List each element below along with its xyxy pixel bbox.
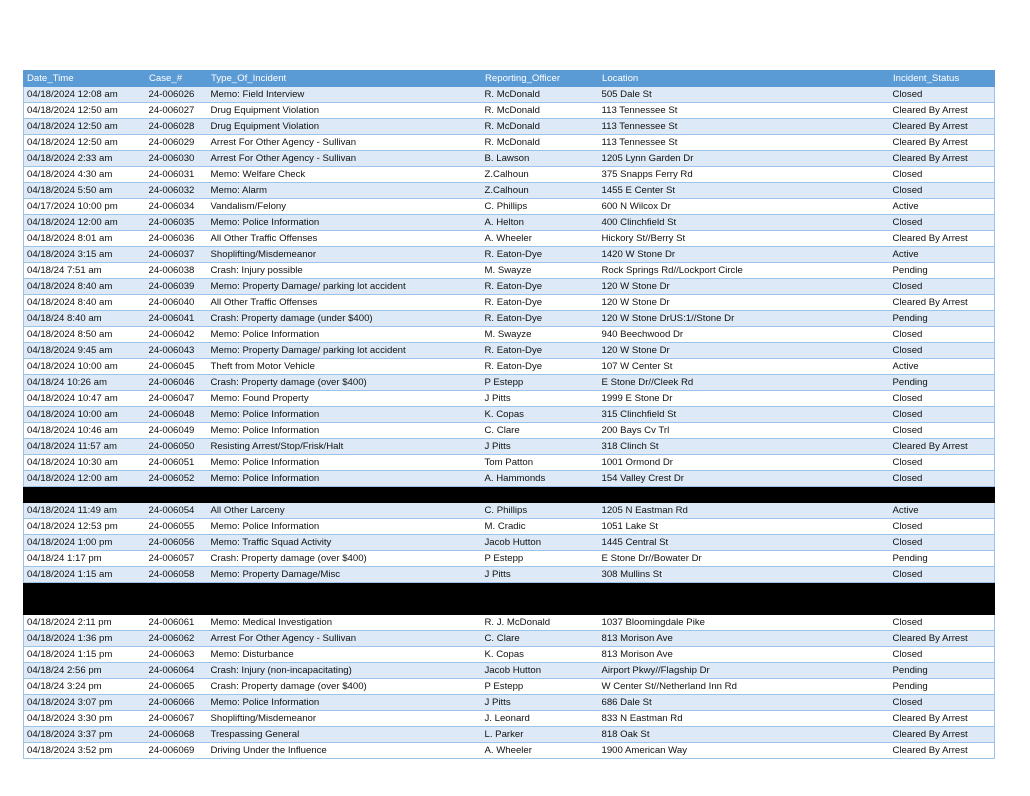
cell-date-time: 04/18/2024 12:50 am [24, 119, 146, 135]
cell-type-of-incident: Memo: Police Information [208, 407, 482, 423]
table-row [24, 375, 995, 391]
cell-reporting-officer: Jacob Hutton [482, 535, 599, 551]
cell-case-number: 24-006067 [146, 711, 208, 727]
cell-reporting-officer: P Estepp [482, 375, 599, 391]
cell-case-number: 24-006048 [146, 407, 208, 423]
cell-location: Rock Springs Rd//Lockport Circle [599, 263, 890, 279]
column-header-type-of-incident: Type_Of_Incident [208, 71, 482, 87]
cell-incident-status: Closed [890, 327, 995, 343]
table-row [24, 695, 995, 711]
cell-incident-status: Closed [890, 423, 995, 439]
cell-reporting-officer: Z.Calhoun [482, 167, 599, 183]
table-row [24, 87, 995, 103]
table-row [24, 551, 995, 567]
table-row [24, 743, 995, 759]
cell-incident-status: Pending [890, 263, 995, 279]
cell-location: 1455 E Center St [599, 183, 890, 199]
cell-reporting-officer: J. Leonard [482, 711, 599, 727]
table-body [24, 87, 995, 759]
cell-case-number: 24-006050 [146, 439, 208, 455]
cell-incident-status: Closed [890, 343, 995, 359]
cell-incident-status: Closed [890, 647, 995, 663]
cell-type-of-incident: Memo: Police Information [208, 455, 482, 471]
cell-case-number: 24-006043 [146, 343, 208, 359]
cell-type-of-incident: Memo: Police Information [208, 423, 482, 439]
cell-date-time: 04/18/2024 10:00 am [24, 359, 146, 375]
cell-type-of-incident: All Other Larceny [208, 503, 482, 519]
cell-reporting-officer: J Pitts [482, 391, 599, 407]
cell-incident-status: Closed [890, 615, 995, 631]
cell-location: 600 N Wilcox Dr [599, 199, 890, 215]
cell-incident-status: Cleared By Arrest [890, 295, 995, 311]
cell-date-time: 04/18/2024 3:07 pm [24, 695, 146, 711]
cell-location: 318 Clinch St [599, 439, 890, 455]
column-header-incident-status: Incident_Status [890, 71, 995, 87]
cell-date-time: 04/18/24 2:56 pm [24, 663, 146, 679]
cell-date-time: 04/18/2024 12:50 am [24, 135, 146, 151]
table-row [24, 711, 995, 727]
cell-location: 308 Mullins St [599, 567, 890, 583]
header-row [24, 71, 995, 87]
cell-location: 940 Beechwood Dr [599, 327, 890, 343]
cell-incident-status: Cleared By Arrest [890, 231, 995, 247]
table-header [24, 71, 995, 87]
cell-incident-status: Active [890, 247, 995, 263]
cell-incident-status: Closed [890, 215, 995, 231]
table-row [24, 119, 995, 135]
cell-location: 1205 N Eastman Rd [599, 503, 890, 519]
cell-type-of-incident: Shoplifting/Misdemeanor [208, 247, 482, 263]
cell-type-of-incident: Memo: Police Information [208, 215, 482, 231]
table-row [24, 311, 995, 327]
cell-reporting-officer: R. McDonald [482, 119, 599, 135]
table-row [24, 663, 995, 679]
cell-date-time: 04/18/2024 3:15 am [24, 247, 146, 263]
cell-incident-status: Pending [890, 311, 995, 327]
cell-type-of-incident: Memo: Police Information [208, 471, 482, 487]
table-row [24, 519, 995, 535]
cell-location: 1051 Lake St [599, 519, 890, 535]
cell-date-time: 04/18/2024 12:53 pm [24, 519, 146, 535]
cell-reporting-officer: J Pitts [482, 695, 599, 711]
cell-reporting-officer: M. Swayze [482, 263, 599, 279]
table-row [24, 167, 995, 183]
cell-date-time: 04/18/2024 10:46 am [24, 423, 146, 439]
cell-date-time: 04/18/2024 10:47 am [24, 391, 146, 407]
column-header-reporting-officer: Reporting_Officer [482, 71, 599, 87]
cell-reporting-officer: R. Eaton-Dye [482, 343, 599, 359]
cell-type-of-incident: Memo: Police Information [208, 519, 482, 535]
cell-incident-status: Cleared By Arrest [890, 743, 995, 759]
cell-case-number: 24-006061 [146, 615, 208, 631]
cell-incident-status: Cleared By Arrest [890, 631, 995, 647]
table-row [24, 439, 995, 455]
cell-reporting-officer: P Estepp [482, 679, 599, 695]
cell-location: E Stone Dr//Bowater Dr [599, 551, 890, 567]
cell-case-number: 24-006028 [146, 119, 208, 135]
cell-location: 813 Morison Ave [599, 631, 890, 647]
cell-date-time: 04/18/24 8:40 am [24, 311, 146, 327]
cell-date-time: 04/18/2024 1:36 pm [24, 631, 146, 647]
cell-type-of-incident: All Other Traffic Offenses [208, 231, 482, 247]
cell-date-time: 04/18/2024 2:33 am [24, 151, 146, 167]
cell-location: 686 Dale St [599, 695, 890, 711]
cell-location: 154 Valley Crest Dr [599, 471, 890, 487]
cell-reporting-officer: K. Copas [482, 407, 599, 423]
cell-case-number: 24-006032 [146, 183, 208, 199]
cell-reporting-officer: Tom Patton [482, 455, 599, 471]
cell-reporting-officer: R. Eaton-Dye [482, 247, 599, 263]
cell-date-time: 04/18/2024 5:50 am [24, 183, 146, 199]
cell-case-number: 24-006040 [146, 295, 208, 311]
cell-date-time: 04/18/2024 8:01 am [24, 231, 146, 247]
cell-case-number: 24-006031 [146, 167, 208, 183]
cell-incident-status: Closed [890, 87, 995, 103]
cell-type-of-incident: Crash: Property damage (over $400) [208, 551, 482, 567]
cell-incident-status: Pending [890, 663, 995, 679]
cell-case-number: 24-006039 [146, 279, 208, 295]
cell-type-of-incident: Memo: Police Information [208, 327, 482, 343]
cell-type-of-incident: Memo: Medical Investigation [208, 615, 482, 631]
cell-date-time: 04/18/2024 10:00 am [24, 407, 146, 423]
cell-location: 813 Morison Ave [599, 647, 890, 663]
cell-location: E Stone Dr//Cleek Rd [599, 375, 890, 391]
cell-incident-status: Cleared By Arrest [890, 151, 995, 167]
cell-reporting-officer: M. Cradic [482, 519, 599, 535]
cell-case-number: 24-006057 [146, 551, 208, 567]
cell-reporting-officer: K. Copas [482, 647, 599, 663]
cell-date-time: 04/18/2024 4:30 am [24, 167, 146, 183]
table-row [24, 727, 995, 743]
cell-location: 107 W Center St [599, 359, 890, 375]
cell-case-number: 24-006069 [146, 743, 208, 759]
cell-type-of-incident: Arrest For Other Agency - Sullivan [208, 151, 482, 167]
table-row [24, 327, 995, 343]
cell-incident-status: Closed [890, 519, 995, 535]
cell-incident-status: Closed [890, 471, 995, 487]
table-row [24, 503, 995, 519]
cell-type-of-incident: Resisting Arrest/Stop/Frisk/Halt [208, 439, 482, 455]
cell-type-of-incident: Crash: Property damage (over $400) [208, 375, 482, 391]
cell-case-number: 24-006065 [146, 679, 208, 695]
cell-location: 200 Bays Cv Trl [599, 423, 890, 439]
table-row [24, 247, 995, 263]
cell-case-number: 24-006037 [146, 247, 208, 263]
cell-date-time: 04/18/2024 3:52 pm [24, 743, 146, 759]
cell-date-time: 04/18/2024 3:37 pm [24, 727, 146, 743]
cell-case-number: 24-006056 [146, 535, 208, 551]
cell-case-number: 24-006068 [146, 727, 208, 743]
cell-case-number: 24-006034 [146, 199, 208, 215]
cell-case-number: 24-006038 [146, 263, 208, 279]
cell-type-of-incident: Arrest For Other Agency - Sullivan [208, 135, 482, 151]
table-row [24, 615, 995, 631]
cell-location: Airport Pkwy//Flagship Dr [599, 663, 890, 679]
cell-date-time: 04/18/2024 9:45 am [24, 343, 146, 359]
cell-type-of-incident: Crash: Property damage (under $400) [208, 311, 482, 327]
cell-reporting-officer: R. Eaton-Dye [482, 295, 599, 311]
cell-type-of-incident: Arrest For Other Agency - Sullivan [208, 631, 482, 647]
cell-type-of-incident: Driving Under the Influence [208, 743, 482, 759]
cell-reporting-officer: J Pitts [482, 439, 599, 455]
column-header-location: Location [599, 71, 890, 87]
cell-date-time: 04/18/2024 11:57 am [24, 439, 146, 455]
cell-type-of-incident: Crash: Injury (non-incapacitating) [208, 663, 482, 679]
cell-location: 375 Snapps Ferry Rd [599, 167, 890, 183]
table-row [24, 103, 995, 119]
cell-reporting-officer: R. McDonald [482, 135, 599, 151]
cell-incident-status: Cleared By Arrest [890, 103, 995, 119]
cell-type-of-incident: Crash: Property damage (over $400) [208, 679, 482, 695]
redacted-row [24, 583, 995, 599]
cell-type-of-incident: Drug Equipment Violation [208, 103, 482, 119]
table-row [24, 359, 995, 375]
table-row [24, 263, 995, 279]
redaction-bar [24, 583, 995, 599]
table-row [24, 183, 995, 199]
cell-case-number: 24-006026 [146, 87, 208, 103]
cell-incident-status: Closed [890, 279, 995, 295]
cell-reporting-officer: R. McDonald [482, 103, 599, 119]
cell-case-number: 24-006054 [146, 503, 208, 519]
cell-incident-status: Closed [890, 407, 995, 423]
cell-type-of-incident: Memo: Property Damage/ parking lot accident [208, 343, 482, 359]
cell-type-of-incident: Trespassing General [208, 727, 482, 743]
cell-incident-status: Closed [890, 167, 995, 183]
cell-date-time: 04/18/2024 3:30 pm [24, 711, 146, 727]
cell-incident-status: Cleared By Arrest [890, 119, 995, 135]
cell-case-number: 24-006041 [146, 311, 208, 327]
cell-reporting-officer: C. Clare [482, 631, 599, 647]
cell-type-of-incident: Drug Equipment Violation [208, 119, 482, 135]
cell-reporting-officer: R. J. McDonald [482, 615, 599, 631]
cell-case-number: 24-006055 [146, 519, 208, 535]
cell-reporting-officer: B. Lawson [482, 151, 599, 167]
table-row [24, 231, 995, 247]
cell-location: 113 Tennessee St [599, 103, 890, 119]
redaction-bar [24, 599, 995, 615]
cell-type-of-incident: Memo: Welfare Check [208, 167, 482, 183]
cell-case-number: 24-006064 [146, 663, 208, 679]
cell-reporting-officer: J Pitts [482, 567, 599, 583]
cell-reporting-officer: A. Helton [482, 215, 599, 231]
cell-type-of-incident: Shoplifting/Misdemeanor [208, 711, 482, 727]
table-row [24, 535, 995, 551]
cell-case-number: 24-006045 [146, 359, 208, 375]
cell-incident-status: Cleared By Arrest [890, 135, 995, 151]
cell-type-of-incident: Crash: Injury possible [208, 263, 482, 279]
cell-date-time: 04/18/24 1:17 pm [24, 551, 146, 567]
cell-case-number: 24-006052 [146, 471, 208, 487]
cell-reporting-officer: A. Wheeler [482, 743, 599, 759]
cell-reporting-officer: Z.Calhoun [482, 183, 599, 199]
cell-case-number: 24-006066 [146, 695, 208, 711]
cell-date-time: 04/18/2024 2:11 pm [24, 615, 146, 631]
cell-type-of-incident: Theft from Motor Vehicle [208, 359, 482, 375]
cell-location: 120 W Stone DrUS:1//Stone Dr [599, 311, 890, 327]
redacted-row [24, 599, 995, 615]
cell-reporting-officer: Jacob Hutton [482, 663, 599, 679]
cell-type-of-incident: Memo: Found Property [208, 391, 482, 407]
cell-location: 818 Oak St [599, 727, 890, 743]
column-header-date-time: Date_Time [24, 71, 146, 87]
cell-incident-status: Active [890, 199, 995, 215]
cell-incident-status: Closed [890, 695, 995, 711]
cell-reporting-officer: C. Phillips [482, 199, 599, 215]
cell-type-of-incident: Memo: Alarm [208, 183, 482, 199]
column-header-case-number: Case_# [146, 71, 208, 87]
cell-date-time: 04/18/2024 12:50 am [24, 103, 146, 119]
table-row [24, 567, 995, 583]
cell-reporting-officer: R. McDonald [482, 87, 599, 103]
cell-case-number: 24-006058 [146, 567, 208, 583]
cell-incident-status: Closed [890, 535, 995, 551]
table-row [24, 423, 995, 439]
cell-date-time: 04/18/2024 8:50 am [24, 327, 146, 343]
cell-location: 113 Tennessee St [599, 119, 890, 135]
cell-location: 1037 Bloomingdale Pike [599, 615, 890, 631]
cell-date-time: 04/18/2024 11:49 am [24, 503, 146, 519]
cell-case-number: 24-006036 [146, 231, 208, 247]
table-row [24, 295, 995, 311]
cell-incident-status: Pending [890, 679, 995, 695]
cell-date-time: 04/18/2024 8:40 am [24, 295, 146, 311]
cell-location: 1205 Lynn Garden Dr [599, 151, 890, 167]
cell-reporting-officer: A. Hammonds [482, 471, 599, 487]
table-row [24, 407, 995, 423]
cell-date-time: 04/18/24 3:24 pm [24, 679, 146, 695]
cell-date-time: 04/18/2024 8:40 am [24, 279, 146, 295]
redaction-bar [24, 487, 995, 503]
cell-location: 120 W Stone Dr [599, 343, 890, 359]
table-row [24, 455, 995, 471]
table-row [24, 279, 995, 295]
cell-reporting-officer: C. Phillips [482, 503, 599, 519]
cell-date-time: 04/18/2024 1:00 pm [24, 535, 146, 551]
table-row [24, 471, 995, 487]
cell-location: 833 N Eastman Rd [599, 711, 890, 727]
cell-location: 315 Clinchfield St [599, 407, 890, 423]
cell-reporting-officer: R. Eaton-Dye [482, 359, 599, 375]
cell-type-of-incident: Memo: Disturbance [208, 647, 482, 663]
table-row [24, 135, 995, 151]
cell-case-number: 24-006051 [146, 455, 208, 471]
cell-case-number: 24-006042 [146, 327, 208, 343]
table-row [24, 215, 995, 231]
cell-type-of-incident: Memo: Police Information [208, 695, 482, 711]
cell-case-number: 24-006046 [146, 375, 208, 391]
table-row [24, 151, 995, 167]
cell-case-number: 24-006049 [146, 423, 208, 439]
cell-case-number: 24-006027 [146, 103, 208, 119]
cell-location: 1445 Central St [599, 535, 890, 551]
cell-reporting-officer: A. Wheeler [482, 231, 599, 247]
cell-case-number: 24-006063 [146, 647, 208, 663]
cell-case-number: 24-006035 [146, 215, 208, 231]
cell-type-of-incident: All Other Traffic Offenses [208, 295, 482, 311]
cell-incident-status: Cleared By Arrest [890, 727, 995, 743]
cell-case-number: 24-006030 [146, 151, 208, 167]
cell-incident-status: Closed [890, 567, 995, 583]
cell-case-number: 24-006047 [146, 391, 208, 407]
cell-location: 505 Dale St [599, 87, 890, 103]
incident-log-table [23, 70, 995, 759]
table-row [24, 343, 995, 359]
cell-incident-status: Closed [890, 391, 995, 407]
cell-type-of-incident: Memo: Property Damage/ parking lot accident [208, 279, 482, 295]
cell-reporting-officer: M. Swayze [482, 327, 599, 343]
cell-location: 120 W Stone Dr [599, 295, 890, 311]
cell-type-of-incident: Memo: Field Interview [208, 87, 482, 103]
cell-location: 400 Clinchfield St [599, 215, 890, 231]
cell-date-time: 04/18/24 10:26 am [24, 375, 146, 391]
cell-date-time: 04/18/2024 1:15 am [24, 567, 146, 583]
cell-incident-status: Closed [890, 183, 995, 199]
cell-reporting-officer: R. Eaton-Dye [482, 311, 599, 327]
table-row [24, 631, 995, 647]
cell-type-of-incident: Memo: Traffic Squad Activity [208, 535, 482, 551]
cell-incident-status: Active [890, 359, 995, 375]
cell-location: 1900 American Way [599, 743, 890, 759]
table-row [24, 679, 995, 695]
cell-date-time: 04/18/24 7:51 am [24, 263, 146, 279]
table-row [24, 647, 995, 663]
cell-reporting-officer: L. Parker [482, 727, 599, 743]
cell-location: Hickory St//Berry St [599, 231, 890, 247]
table-row [24, 199, 995, 215]
cell-reporting-officer: P Estepp [482, 551, 599, 567]
cell-location: W Center St//Netherland Inn Rd [599, 679, 890, 695]
cell-incident-status: Closed [890, 455, 995, 471]
cell-reporting-officer: R. Eaton-Dye [482, 279, 599, 295]
cell-date-time: 04/18/2024 12:00 am [24, 215, 146, 231]
cell-location: 1001 Ormond Dr [599, 455, 890, 471]
cell-case-number: 24-006062 [146, 631, 208, 647]
cell-date-time: 04/18/2024 10:30 am [24, 455, 146, 471]
cell-incident-status: Active [890, 503, 995, 519]
cell-date-time: 04/17/2024 10:00 pm [24, 199, 146, 215]
cell-type-of-incident: Vandalism/Felony [208, 199, 482, 215]
redacted-row [24, 487, 995, 503]
cell-incident-status: Cleared By Arrest [890, 711, 995, 727]
cell-reporting-officer: C. Clare [482, 423, 599, 439]
cell-location: 113 Tennessee St [599, 135, 890, 151]
cell-incident-status: Pending [890, 375, 995, 391]
cell-date-time: 04/18/2024 1:15 pm [24, 647, 146, 663]
table-row [24, 391, 995, 407]
cell-incident-status: Cleared By Arrest [890, 439, 995, 455]
cell-location: 1999 E Stone Dr [599, 391, 890, 407]
cell-date-time: 04/18/2024 12:08 am [24, 87, 146, 103]
cell-incident-status: Pending [890, 551, 995, 567]
cell-case-number: 24-006029 [146, 135, 208, 151]
cell-date-time: 04/18/2024 12:00 am [24, 471, 146, 487]
cell-location: 1420 W Stone Dr [599, 247, 890, 263]
cell-type-of-incident: Memo: Property Damage/Misc [208, 567, 482, 583]
cell-location: 120 W Stone Dr [599, 279, 890, 295]
